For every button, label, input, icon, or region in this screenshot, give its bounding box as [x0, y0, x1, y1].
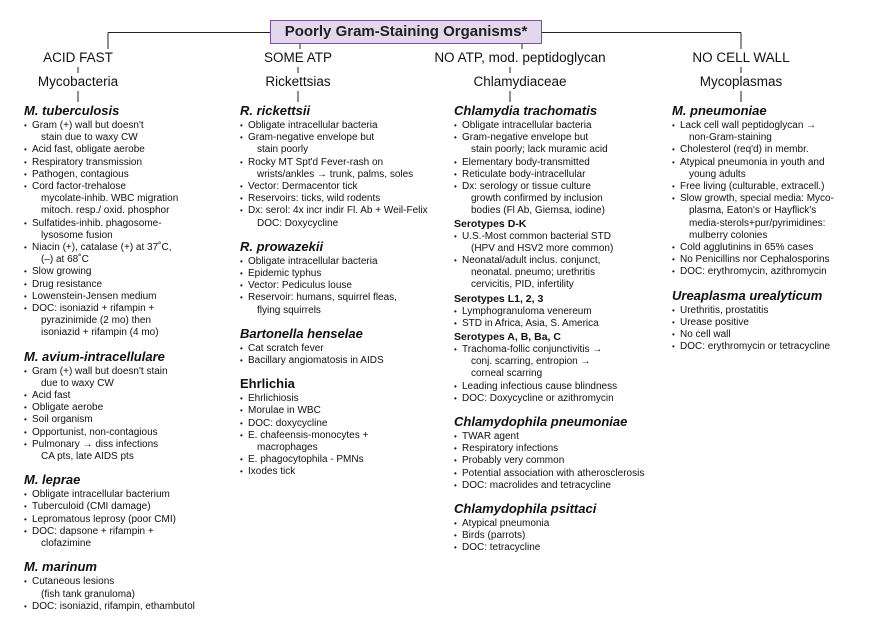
list-item: [240, 405, 428, 417]
item-line: • DOC: Doxycycline or azithromycin: [462, 392, 614, 404]
organism-name: R. prowazekii: [240, 238, 324, 254]
serotype-heading: Serotypes A, B, Ba, C: [454, 331, 561, 344]
item-line: non-Gram-staining: [689, 132, 772, 144]
item-line: • Urease positive: [680, 316, 749, 328]
bullet-list: [454, 431, 644, 492]
list-item: [24, 501, 195, 513]
list-item: [454, 431, 644, 443]
item-line: • Birds (parrots): [462, 530, 526, 542]
item-line: • Ehrlichiosis: [248, 393, 299, 405]
list-item: [240, 466, 428, 478]
item-line: • Dx: serology or tissue culture: [462, 181, 591, 193]
item-line: • Obligate intracellular bacteria: [462, 120, 592, 131]
item-line: stain poorly: [257, 144, 309, 156]
item-line: • STD in Africa, Asia, S. America: [462, 317, 599, 329]
bullet-list: [240, 393, 428, 478]
list-item: [24, 181, 195, 218]
list-item: [454, 530, 644, 542]
list-item: [24, 242, 195, 266]
item-line: • Sulfatides-inhib. phagosome-: [32, 217, 162, 229]
list-item: [672, 305, 834, 317]
list-item: [240, 132, 428, 156]
item-line: • Probably very common: [462, 455, 565, 467]
list-item: [24, 489, 195, 501]
item-line: • Bacillary angiomatosis in AIDS: [248, 355, 384, 367]
item-line: mitoch. resp./ oxid. phosphor: [41, 205, 170, 217]
item-line: • E. phagocytophila - PMNs: [248, 454, 364, 466]
organism-m-pneumoniae: [672, 103, 834, 279]
bullet-list: [454, 231, 644, 292]
list-item: [454, 306, 644, 318]
bullet-list: [24, 120, 195, 340]
list-item: [24, 427, 195, 439]
list-item: [24, 303, 195, 340]
list-item: [24, 526, 195, 550]
item-line: • DOC: dapsone + rifampin +: [32, 525, 154, 537]
item-line: • TWAR agent: [462, 431, 519, 443]
list-item: [672, 266, 834, 278]
list-item: [454, 443, 644, 455]
organism-r-rickettsii: [240, 103, 428, 230]
organism-m-marinum: [24, 559, 195, 613]
item-line: • Reservoir: humans, squirrel fleas,: [248, 292, 397, 304]
list-item: [240, 120, 428, 132]
item-line: lysosome fusion: [41, 229, 113, 241]
item-line: • Acid fast, obligate aerobe: [32, 144, 145, 156]
list-item: [24, 279, 195, 291]
list-item: [454, 318, 644, 330]
item-line: • Tuberculoid (CMI damage): [32, 501, 151, 513]
list-item: [240, 193, 428, 205]
item-line: • Cord factor-trehalose: [32, 181, 126, 193]
family-label: Mycobacteria: [37, 74, 119, 89]
item-line: • Drug resistance: [32, 278, 103, 290]
organism-chlamydophila-pneumoniae: [454, 414, 644, 492]
category-label: ACID FAST: [43, 50, 113, 65]
list-item: [24, 157, 195, 169]
item-line: • Trachoma-follic conjunctivitis →: [462, 344, 603, 356]
organism-chlamydia-trachomatis: [454, 103, 644, 405]
list-item: [240, 393, 428, 405]
list-item: [454, 231, 644, 255]
item-line: • Cat scratch fever: [248, 342, 324, 354]
list-item: [454, 255, 644, 292]
list-item: [24, 169, 195, 181]
item-line: • DOC: macrolides and tetracycline: [462, 479, 611, 491]
organism-name: R. rickettsii: [240, 103, 311, 118]
item-line: • Vector: Pediculus louse: [248, 280, 352, 292]
list-item: [240, 343, 428, 355]
organism-name: M. avium-intracellulare: [24, 348, 165, 364]
family-label: Rickettsias: [265, 74, 331, 89]
list-item: [672, 317, 834, 329]
list-item: [24, 266, 195, 278]
bullet-list: [24, 576, 195, 613]
item-line: • DOC: isoniazid, rifampin, ethambutol: [32, 600, 195, 612]
item-line: • Obligate intracellular bacteria: [248, 255, 378, 267]
item-line: media-sterols+pur/pyrimidines:: [689, 217, 826, 229]
organism-name: Bartonella henselae: [240, 325, 363, 341]
serotype-heading: Serotypes L1, 2, 3: [454, 292, 544, 305]
item-line: • Rocky MT Spt'd Fever-rash on: [248, 156, 384, 168]
item-line: • No cell wall: [680, 329, 731, 341]
item-line: • DOC: tetracycline: [462, 542, 541, 554]
item-line: conj. scarring, entropion →: [471, 356, 591, 368]
list-item: [240, 292, 428, 316]
item-line: mycolate-inhib. WBC migration: [41, 193, 179, 205]
list-item: [24, 144, 195, 156]
organism-ureaplasma-urealyticum: [672, 288, 834, 354]
item-line: • Cutaneous lesions: [32, 576, 115, 588]
item-line: • Opportunist, non-contagious: [32, 426, 158, 438]
item-line: • Gram (+) wall but doesn't: [32, 120, 144, 131]
list-item: [24, 402, 195, 414]
item-line: • Dx: serol: 4x incr indir Fl. Ab + Weil-Felix: [248, 205, 428, 217]
list-item: [454, 468, 644, 480]
bullet-list: [240, 256, 428, 317]
item-line: (HPV and HSV2 more common): [471, 242, 614, 254]
list-item: [672, 144, 834, 156]
item-line: • Slow growing: [32, 266, 92, 278]
organism-name: Ureaplasma urealyticum: [672, 287, 823, 303]
list-item: [24, 576, 195, 600]
list-item: [24, 366, 195, 390]
item-line: plasma, Eaton's or Hayflick's: [689, 205, 817, 217]
item-line: • Cold agglutinins in 65% cases: [680, 242, 814, 254]
list-item: [24, 291, 195, 303]
list-item: [454, 542, 644, 554]
item-line: wrists/ankles → trunk, palms, soles: [257, 168, 414, 180]
item-line: • DOC: doxycycline: [248, 417, 328, 429]
bullet-list: [24, 489, 195, 550]
column-chlamydiaceae: [454, 103, 644, 564]
item-line: • Leading infectious cause blindness: [462, 380, 618, 392]
item-line: • Reservoirs: ticks, wild rodents: [248, 193, 381, 205]
bullet-list: [454, 120, 644, 218]
organism-name: Chlamydia trachomatis: [454, 103, 598, 118]
item-line: stain due to waxy CW: [41, 132, 138, 144]
item-line: • Urethritis, prostatitis: [680, 304, 769, 316]
list-item: [24, 439, 195, 463]
list-item: [240, 205, 428, 229]
item-line: • Gram-negative envelope but: [248, 132, 375, 144]
column-mycobacteria: [24, 103, 195, 622]
list-item: [240, 430, 428, 454]
item-line: CA pts, late AIDS pts: [41, 451, 134, 463]
list-item: [672, 254, 834, 266]
bullet-list: [454, 344, 644, 405]
item-line: stain poorly; lack muramic acid: [471, 144, 608, 156]
organism-r-prowazekii: [240, 239, 428, 317]
item-line: • Lymphogranuloma venereum: [462, 305, 592, 317]
column-rickettsias: [240, 103, 428, 488]
item-line: • Gram-negative envelope but: [462, 132, 589, 144]
organism-name: Ehrlichia: [240, 376, 295, 392]
item-line: • Atypical pneumonia in youth and: [680, 156, 825, 168]
list-item: [454, 157, 644, 169]
item-line: due to waxy CW: [41, 377, 114, 389]
column-header-acid-fast: [0, 49, 183, 91]
list-item: [454, 344, 644, 381]
item-line: • Lack cell wall peptidoglycan →: [680, 120, 817, 131]
item-line: clofazimine: [41, 538, 92, 550]
serotype-heading: Serotypes D-K: [454, 217, 527, 230]
item-line: DOC: Doxycycline: [257, 217, 339, 229]
list-item: [454, 393, 644, 405]
item-line: • Lepromatous leprosy (poor CMI): [32, 513, 176, 525]
list-item: [24, 120, 195, 144]
bullet-list: [454, 306, 644, 330]
list-item: [240, 268, 428, 280]
item-line: • Pulmonary → diss infections: [32, 438, 159, 450]
item-line: • Soil organism: [32, 414, 93, 426]
item-line: • Potential association with atherosclerosis: [462, 467, 645, 479]
item-line: • DOC: erythromycin or tetracycline: [680, 341, 831, 353]
diagram-title: Poorly Gram-Staining Organisms*: [270, 20, 542, 44]
organism-chlamydophila-psittaci: [454, 501, 644, 555]
organism-m-tuberculosis: [24, 103, 195, 340]
list-item: [672, 193, 834, 242]
item-line: • Acid fast: [32, 390, 71, 402]
list-item: [454, 169, 644, 181]
organism-name: Chlamydophila pneumoniae: [454, 414, 628, 430]
list-item: [24, 514, 195, 526]
column-mycoplasmas: [672, 103, 834, 362]
item-line: mulberry colonies: [689, 229, 768, 241]
list-item: [454, 181, 644, 218]
item-line: macrophages: [257, 442, 318, 454]
list-item: [672, 120, 834, 144]
list-item: [240, 157, 428, 181]
item-line: • Elementary body-transmitted: [462, 156, 590, 168]
item-line: growth confirmed by inclusion: [471, 193, 603, 205]
list-item: [454, 480, 644, 492]
organism-name: M. pneumoniae: [672, 103, 767, 118]
bullet-list: [454, 518, 644, 555]
list-item: [672, 341, 834, 353]
organism-name: M. leprae: [24, 472, 81, 488]
item-line: • Morulae in WBC: [248, 405, 321, 417]
item-line: bodies (Fl Ab, Giemsa, iodine): [471, 205, 605, 217]
item-line: • Ixodes tick: [248, 466, 296, 478]
list-item: [24, 390, 195, 402]
list-item: [672, 329, 834, 341]
item-line: • Vector: Dermacentor tick: [248, 181, 358, 193]
category-label: NO CELL WALL: [692, 50, 790, 65]
list-item: [240, 355, 428, 367]
item-line: • Obligate aerobe: [32, 402, 104, 414]
bullet-list: [240, 343, 428, 367]
item-line: • Epidemic typhus: [248, 268, 322, 280]
item-line: • Respiratory transmission: [32, 156, 143, 168]
item-line: • Atypical pneumonia: [462, 518, 550, 530]
list-item: [454, 518, 644, 530]
bullet-list: [24, 366, 195, 464]
list-item: [672, 242, 834, 254]
item-line: corneal scarring: [471, 368, 543, 380]
item-line: • Respiratory infections: [462, 443, 559, 455]
item-line: • Free living (culturable, extracell.): [680, 181, 825, 193]
item-line: • E. chafeensis-monocytes +: [248, 429, 369, 441]
item-line: • Neonatal/adult inclus. conjunct,: [462, 255, 601, 267]
organism-name: M. tuberculosis: [24, 103, 120, 118]
organism-m-avium-intracellulare: [24, 349, 195, 464]
list-item: [24, 601, 195, 613]
organism-m-leprae: [24, 472, 195, 550]
list-item: [24, 414, 195, 426]
list-item: [454, 132, 644, 156]
column-header-no-cell-wall: [636, 49, 846, 91]
item-line: • Cholesterol (req'd) in membr.: [680, 144, 809, 156]
bullet-list: [672, 305, 834, 354]
organism-bartonella-henselae: [240, 326, 428, 367]
item-line: • Pathogen, contagious: [32, 168, 129, 180]
list-item: [240, 280, 428, 292]
family-label: Chlamydiaceae: [473, 74, 567, 89]
item-line: • DOC: isoniazid + rifampin +: [32, 303, 155, 315]
list-item: [24, 218, 195, 242]
list-item: [454, 381, 644, 393]
bullet-list: [240, 120, 428, 230]
item-line: pyrazinimide (2 mo) then: [41, 315, 152, 327]
organism-name: Chlamydophila psittaci: [454, 501, 597, 517]
item-line: • No Penicillins nor Cephalosporins: [680, 254, 830, 266]
column-header-no-atp: [415, 49, 625, 91]
item-line: flying squirrels: [257, 304, 321, 316]
item-line: • Niacin (+), catalase (+) at 37˚C,: [32, 242, 172, 254]
column-header-some-atp: [193, 49, 403, 91]
item-line: neonatal. pneumo; urethritis: [471, 267, 595, 279]
list-item: [240, 256, 428, 268]
item-line: • Slow growth, special media: Myco-: [680, 193, 834, 205]
list-item: [454, 120, 644, 132]
item-line: • DOC: erythromycin, azithromycin: [680, 266, 827, 278]
category-label: SOME ATP: [263, 50, 332, 65]
list-item: [240, 181, 428, 193]
list-item: [454, 455, 644, 467]
item-line: • U.S.-Most common bacterial STD: [462, 230, 611, 242]
list-item: [672, 181, 834, 193]
list-item: [240, 454, 428, 466]
item-line: • Obligate intracellular bacterium: [32, 489, 170, 501]
item-line: (fish tank granuloma): [41, 588, 135, 600]
family-label: Mycoplasmas: [699, 74, 783, 89]
bullet-list: [672, 120, 834, 279]
item-line: • Reticulate body-intracellular: [462, 168, 586, 180]
organism-name: M. marinum: [24, 559, 97, 575]
organism-ehrlichia: [240, 376, 428, 478]
item-line: young adults: [689, 168, 746, 180]
list-item: [672, 157, 834, 181]
item-line: • Obligate intracellular bacteria: [248, 120, 378, 131]
item-line: • Lowenstein-Jensen medium: [32, 290, 157, 302]
category-label: NO ATP, mod. peptidoglycan: [434, 50, 606, 65]
item-line: • Gram (+) wall but doesn't stain: [32, 365, 168, 377]
item-line: cervicitis, PID, infertility: [471, 279, 574, 291]
item-line: (–) at 68˚C: [41, 254, 89, 266]
list-item: [240, 418, 428, 430]
item-line: isoniazid + rifampin (4 mo): [41, 327, 159, 339]
